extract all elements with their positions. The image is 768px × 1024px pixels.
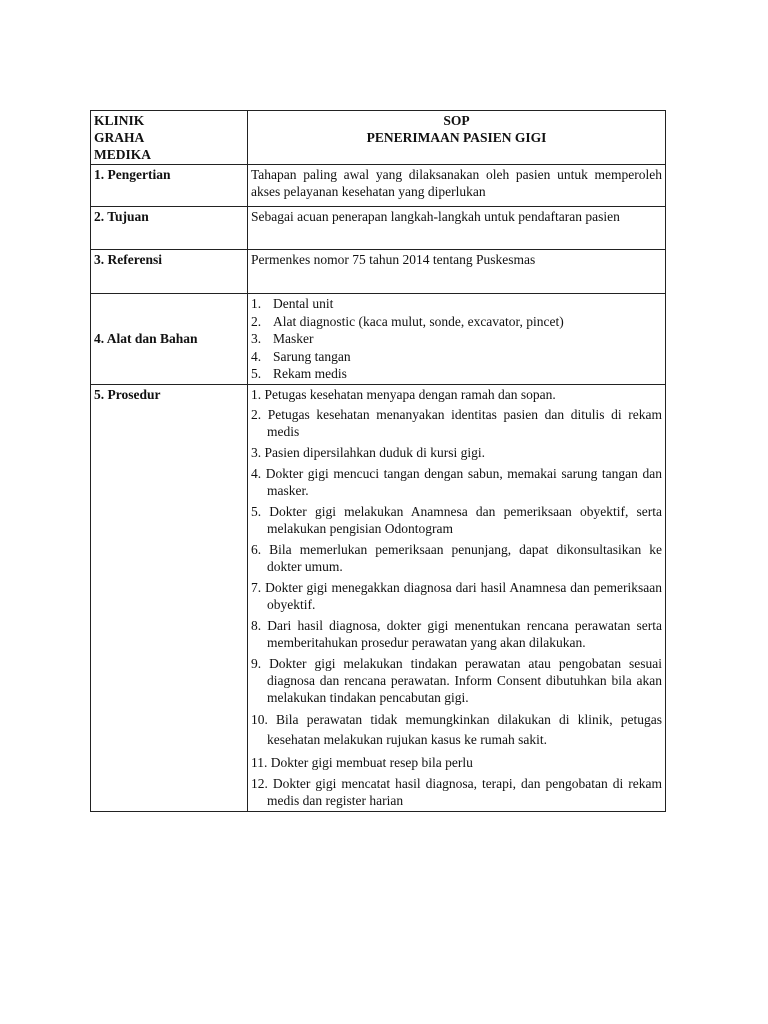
pengertian-text: Tahapan paling awal yang dilaksanakan oleh pasien untuk memperoleh akses pelayanan kesehatan yang diperlukan (248, 165, 666, 207)
list-item-text: Dental unit (273, 296, 334, 311)
pengertian-label: 1. Pengertian (91, 165, 248, 207)
sop-title-cell (248, 111, 666, 165)
pengertian-row (91, 165, 666, 207)
list-item-number: 5. (251, 366, 262, 381)
procedure-step: 5. Dokter gigi melakukan Anamnesa dan pemeriksaan obyektif, serta melakukan pengisian Odontogram (251, 503, 662, 536)
list-item (251, 313, 662, 331)
list-item (251, 330, 662, 348)
prosedur-label: 5. Prosedur (91, 384, 248, 811)
clinic-name-cell (91, 111, 248, 165)
list-item (251, 348, 662, 366)
referensi-label: 3. Referensi (91, 250, 248, 294)
list-item-number: 2. (251, 313, 262, 329)
alat-list (251, 295, 662, 383)
clinic-name-line: GRAHA (94, 130, 145, 145)
referensi-row (91, 250, 666, 294)
sop-title: SOP (443, 113, 470, 128)
list-item-number: 3. (251, 331, 262, 346)
list-item-text: Masker (273, 331, 314, 346)
list-item (251, 365, 662, 383)
clinic-name-line: KLINIK (94, 113, 145, 128)
tujuan-row (91, 207, 666, 250)
list-item-text: Rekam medis (273, 366, 347, 381)
clinic-name-line: MEDIKA (94, 147, 151, 162)
tujuan-label: 2. Tujuan (91, 207, 248, 250)
procedure-step: 1. Petugas kesehatan menyapa dengan ramah dan sopan. (251, 386, 556, 402)
referensi-text: Permenkes nomor 75 tahun 2014 tentang Puskesmas (248, 250, 666, 294)
procedure-step: 8. Dari hasil diagnosa, dokter gigi menentukan rencana perawatan serta memberitahukan prosedur perawatan yang akan dilakukan. (251, 617, 662, 650)
header-row (91, 111, 666, 165)
prosedur-row (91, 384, 666, 811)
procedure-step: 2. Petugas kesehatan menanyakan identitas pasien dan ditulis di rekam medis (251, 406, 662, 439)
procedure-step: 4. Dokter gigi mencuci tangan dengan sabun, memakai sarung tangan dan masker. (251, 465, 662, 498)
list-item-number: 4. (251, 348, 262, 364)
sop-subtitle: PENERIMAAN PASIEN GIGI (366, 130, 547, 145)
list-item-number: 1. (251, 296, 262, 311)
alat-list-cell (248, 294, 666, 385)
procedure-step: 12. Dokter gigi mencatat hasil diagnosa, terapi, dan pengobatan di rekam medis dan register harian (251, 775, 662, 808)
procedure-step: 7. Dokter gigi menegakkan diagnosa dari hasil Anamnesa dan pemeriksaan obyektif. (251, 579, 662, 612)
procedure-step: 6. Bila memerlukan pemeriksaan penunjang, dapat dikonsultasikan ke dokter umum. (251, 541, 662, 574)
sop-table (90, 110, 666, 812)
procedure-step: 11. Dokter gigi membuat resep bila perlu (251, 754, 473, 770)
procedure-step: 10. Bila perawatan tidak memungkinkan dilakukan di klinik, petugas kesehatan melakukan rujukan kasus ke rumah sakit. (251, 711, 662, 747)
tujuan-text: Sebagai acuan penerapan langkah-langkah untuk pendaftaran pasien (248, 207, 666, 250)
procedure-step: 3. Pasien dipersilahkan duduk di kursi gigi. (251, 444, 485, 460)
prosedur-steps-cell (248, 384, 666, 811)
alat-row (91, 294, 666, 385)
alat-label: 4. Alat dan Bahan (91, 294, 248, 385)
procedure-step: 9. Dokter gigi melakukan tindakan perawatan atau pengobatan sesuai diagnosa dan rencana perawatan. Inform Consent dibutuhkan bila akan melakukan tindakan pencabutan gigi. (251, 655, 662, 705)
list-item (251, 295, 662, 313)
list-item-text: Sarung tangan (273, 348, 351, 364)
list-item-text: Alat diagnostic (kaca mulut, sonde, excavator, pincet) (273, 313, 564, 329)
